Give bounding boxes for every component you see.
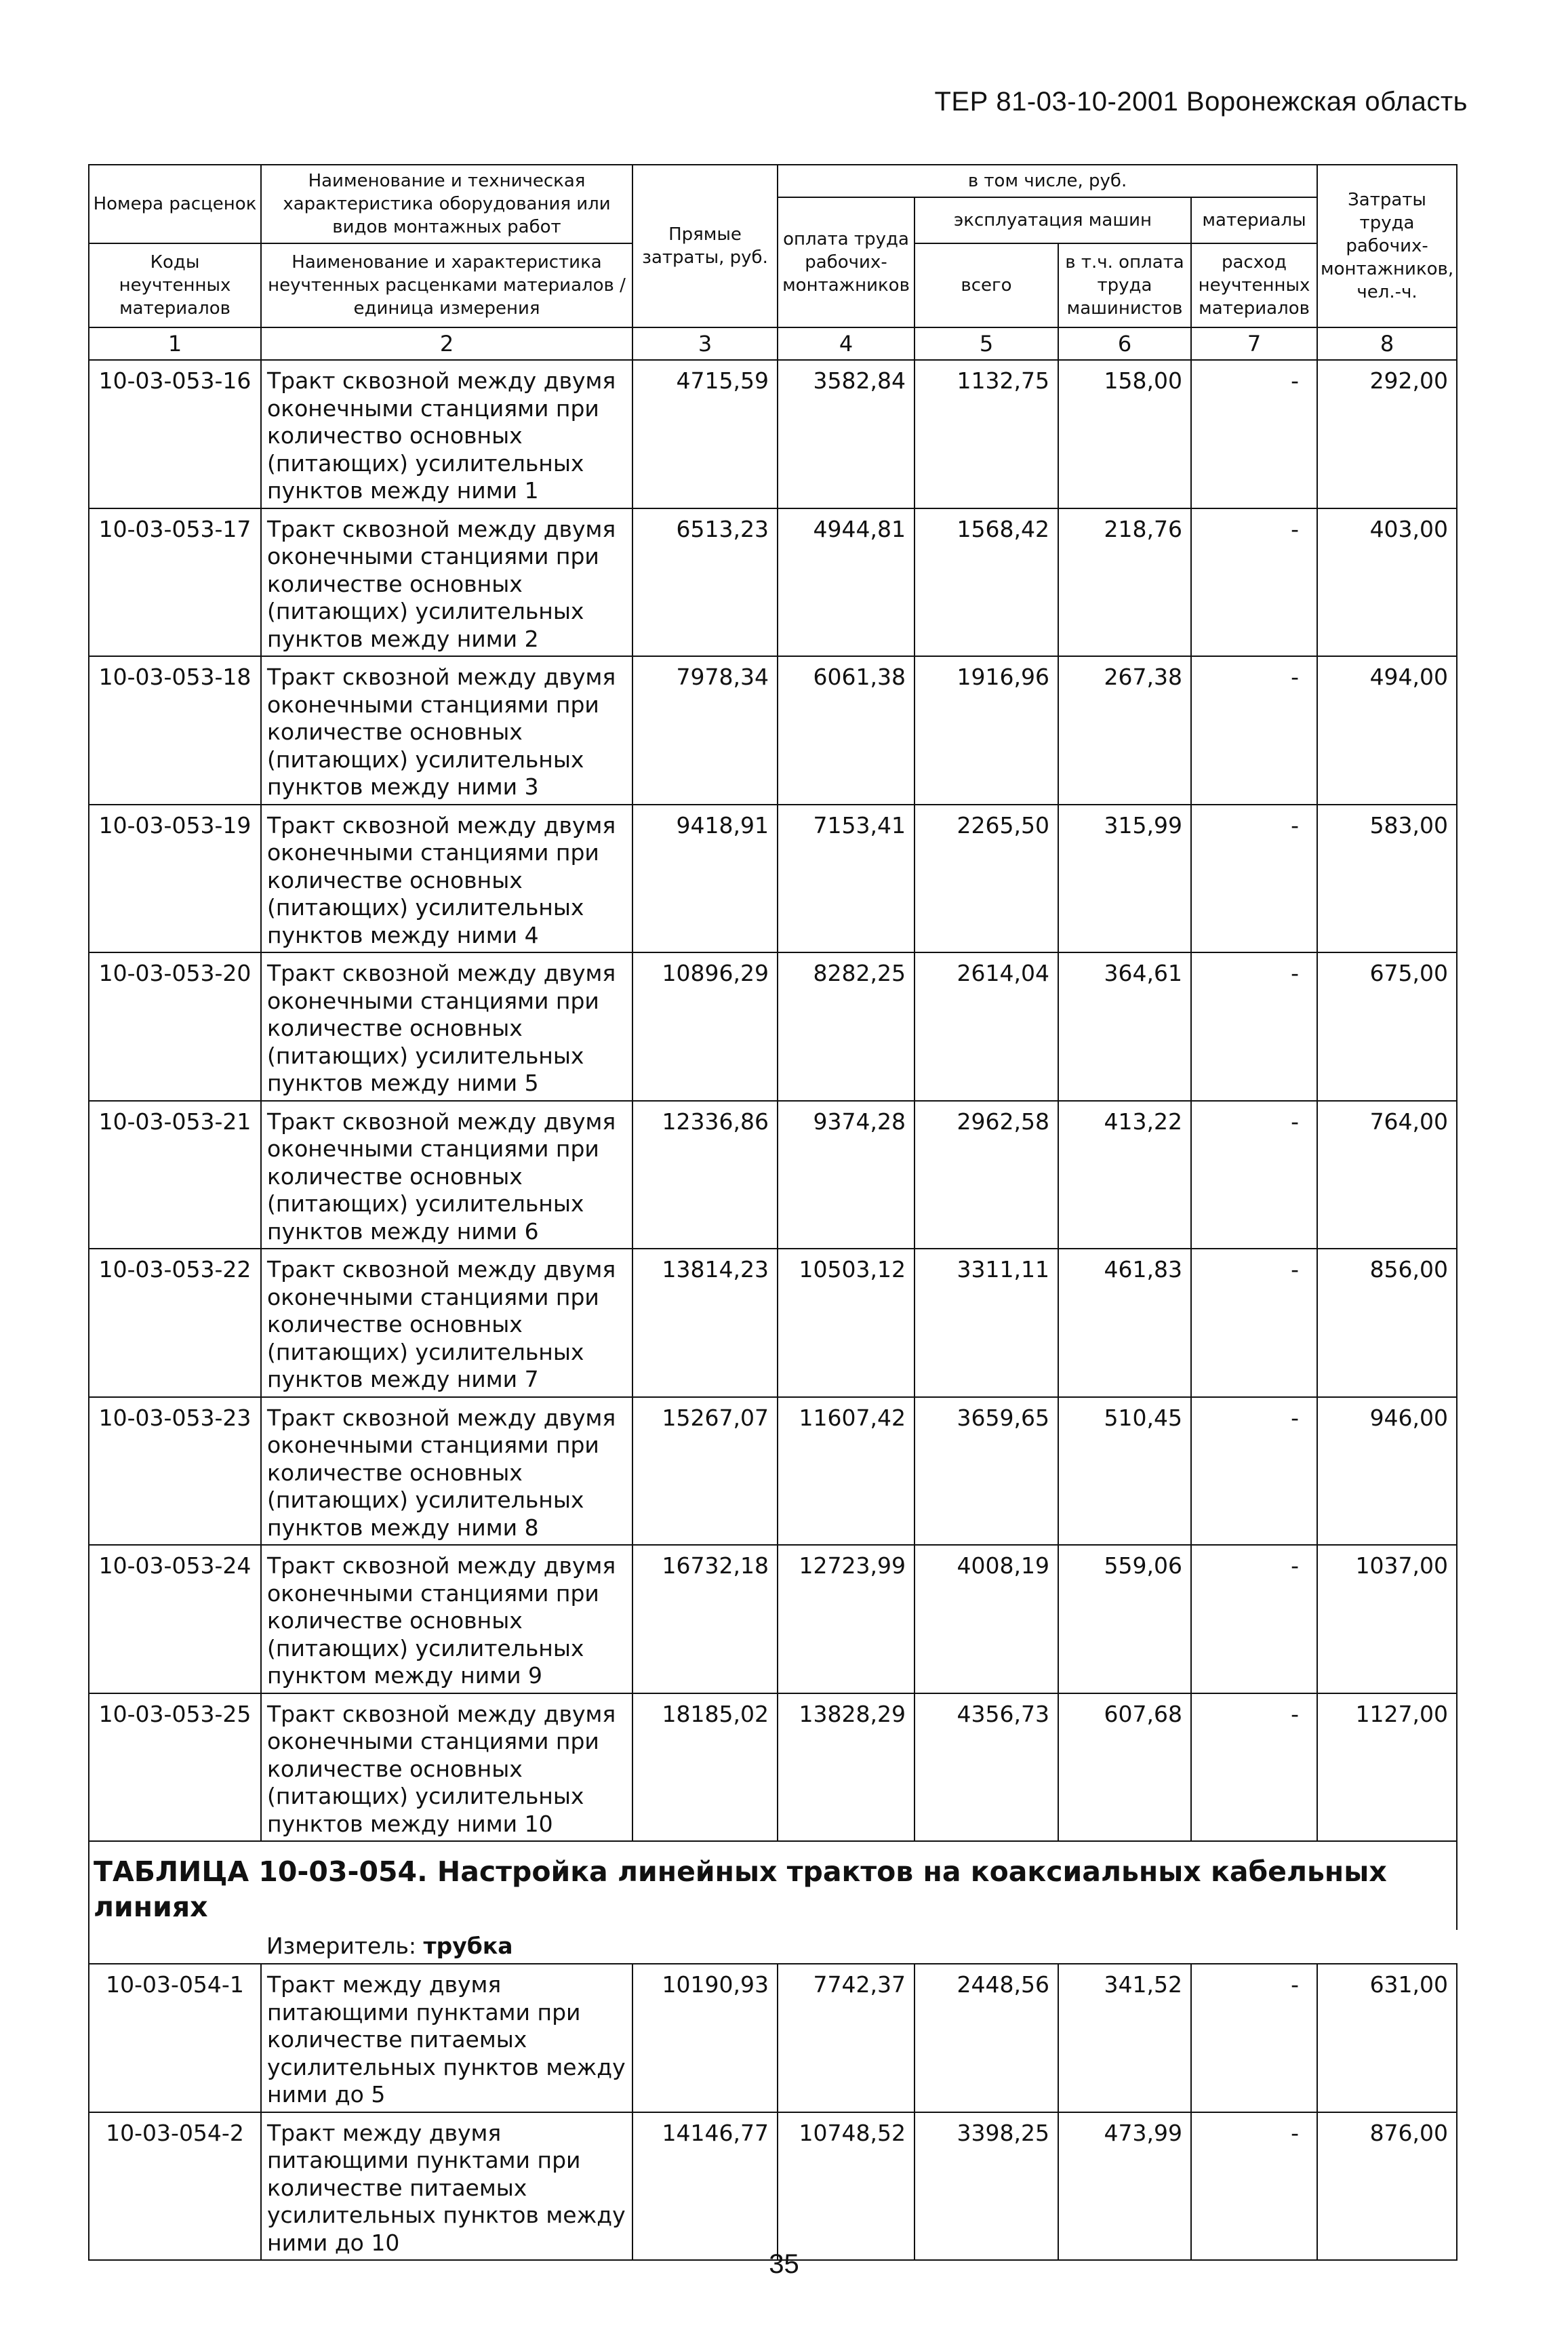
header-materials: материалы <box>1191 197 1317 243</box>
machinist-pay-value: 158,00 <box>1058 360 1191 508</box>
header-material-consumption: расход неучтенных материалов <box>1191 243 1317 327</box>
machinist-pay-value: 473,99 <box>1058 2112 1191 2261</box>
machinist-pay-value: 559,06 <box>1058 1545 1191 1693</box>
machinist-pay-value: 461,83 <box>1058 1249 1191 1397</box>
rate-code: 10-03-053-22 <box>89 1249 261 1397</box>
column-number: 4 <box>778 327 914 360</box>
header-material-codes: Коды неучтенных материалов <box>89 243 261 327</box>
machines-total-value: 2265,50 <box>914 805 1058 953</box>
table-row <box>89 1545 1457 1693</box>
rate-code: 10-03-053-23 <box>89 1397 261 1546</box>
direct-costs-value: 14146,77 <box>632 2112 778 2261</box>
unit-spacer <box>89 1930 261 1964</box>
worker-pay-value: 6061,38 <box>778 656 914 805</box>
unit-line <box>261 1930 1457 1964</box>
header-machinist-pay: в т.ч. оплата труда машинистов <box>1058 243 1191 327</box>
header-worker-pay: оплата труда рабочих-монтажников <box>778 197 914 327</box>
table-row <box>89 360 1457 508</box>
column-number: 1 <box>89 327 261 360</box>
direct-costs-value: 13814,23 <box>632 1249 778 1397</box>
worker-pay-value: 12723,99 <box>778 1545 914 1693</box>
work-name: Тракт сквозной между двумя оконечными станциями при количестве основных (питающих) усилительных пунктом между ними 9 <box>261 1545 632 1693</box>
rate-code: 10-03-054-2 <box>89 2112 261 2261</box>
rate-code: 10-03-053-20 <box>89 952 261 1101</box>
direct-costs-value: 16732,18 <box>632 1545 778 1693</box>
work-name: Тракт сквозной между двумя оконечными станциями при количестве основных (питающих) усилительных пунктов между ними 2 <box>261 508 632 657</box>
rate-code: 10-03-053-25 <box>89 1693 261 1842</box>
machines-total-value: 4356,73 <box>914 1693 1058 1842</box>
machinist-pay-value: 315,99 <box>1058 805 1191 953</box>
worker-pay-value: 3582,84 <box>778 360 914 508</box>
worker-pay-value: 13828,29 <box>778 1693 914 1842</box>
work-name: Тракт сквозной между двумя оконечными станциями при количество основных (питающих) усилительных пунктов между ними 1 <box>261 360 632 508</box>
materials-value: - <box>1191 508 1317 657</box>
column-number: 6 <box>1058 327 1191 360</box>
machines-total-value: 3311,11 <box>914 1249 1058 1397</box>
table-row <box>89 656 1457 805</box>
direct-costs-value: 9418,91 <box>632 805 778 953</box>
materials-value: - <box>1191 1964 1317 2112</box>
machines-total-value: 3398,25 <box>914 2112 1058 2261</box>
machinist-pay-value: 413,22 <box>1058 1101 1191 1249</box>
labor-hours-value: 764,00 <box>1317 1101 1457 1249</box>
machines-total-value: 1916,96 <box>914 656 1058 805</box>
rate-code: 10-03-053-18 <box>89 656 261 805</box>
labor-hours-value: 876,00 <box>1317 2112 1457 2261</box>
machines-total-value: 2448,56 <box>914 1964 1058 2112</box>
materials-value: - <box>1191 1545 1317 1693</box>
materials-value: - <box>1191 1693 1317 1842</box>
work-name: Тракт сквозной между двумя оконечными станциями при количестве основных (питающих) усилительных пунктов между ними 5 <box>261 952 632 1101</box>
labor-hours-value: 494,00 <box>1317 656 1457 805</box>
direct-costs-value: 15267,07 <box>632 1397 778 1546</box>
machinist-pay-value: 364,61 <box>1058 952 1191 1101</box>
machines-total-value: 2614,04 <box>914 952 1058 1101</box>
work-name: Тракт сквозной между двумя оконечными станциями при количестве основных (питающих) усилительных пунктов между ними 8 <box>261 1397 632 1546</box>
header-labor-hours: Затраты труда рабочих-монтажников, чел.-ч. <box>1317 165 1457 327</box>
table-row <box>89 508 1457 657</box>
worker-pay-value: 7153,41 <box>778 805 914 953</box>
work-name: Тракт между двумя питающими пунктами при количестве питаемых усилительных пунктов между ними до 10 <box>261 2112 632 2261</box>
table-row <box>89 805 1457 953</box>
table-row <box>89 1397 1457 1546</box>
worker-pay-value: 10503,12 <box>778 1249 914 1397</box>
rate-code: 10-03-053-16 <box>89 360 261 508</box>
column-number: 3 <box>632 327 778 360</box>
work-name: Тракт сквозной между двумя оконечными станциями при количестве основных (питающих) усилительных пунктов между ними 6 <box>261 1101 632 1249</box>
header-rate-numbers: Номера расценок <box>89 165 261 243</box>
direct-costs-value: 10896,29 <box>632 952 778 1101</box>
labor-hours-value: 583,00 <box>1317 805 1457 953</box>
rates-table <box>88 164 1458 2261</box>
rate-code: 10-03-054-1 <box>89 1964 261 2112</box>
work-name: Тракт сквозной между двумя оконечными станциями при количестве основных (питающих) усилительных пунктов между ними 7 <box>261 1249 632 1397</box>
machines-total-value: 2962,58 <box>914 1101 1058 1249</box>
worker-pay-value: 7742,37 <box>778 1964 914 2112</box>
materials-value: - <box>1191 1397 1317 1546</box>
materials-value: - <box>1191 805 1317 953</box>
column-number: 8 <box>1317 327 1457 360</box>
table-row <box>89 952 1457 1101</box>
worker-pay-value: 8282,25 <box>778 952 914 1101</box>
machinist-pay-value: 607,68 <box>1058 1693 1191 1842</box>
header-machines-total: всего <box>914 243 1058 327</box>
direct-costs-value: 10190,93 <box>632 1964 778 2112</box>
labor-hours-value: 946,00 <box>1317 1397 1457 1546</box>
column-number: 7 <box>1191 327 1317 360</box>
worker-pay-value: 9374,28 <box>778 1101 914 1249</box>
unit-value: трубка <box>423 1933 513 1959</box>
machines-total-value: 4008,19 <box>914 1545 1058 1693</box>
machinist-pay-value: 218,76 <box>1058 508 1191 657</box>
materials-value: - <box>1191 656 1317 805</box>
work-name: Тракт сквозной между двумя оконечными станциями при количестве основных (питающих) усилительных пунктов между ними 10 <box>261 1693 632 1842</box>
direct-costs-value: 7978,34 <box>632 656 778 805</box>
materials-value: - <box>1191 2112 1317 2261</box>
rate-code: 10-03-053-21 <box>89 1101 261 1249</box>
labor-hours-value: 631,00 <box>1317 1964 1457 2112</box>
direct-costs-value: 6513,23 <box>632 508 778 657</box>
materials-value: - <box>1191 360 1317 508</box>
table-row <box>89 1101 1457 1249</box>
document-header: ТЕР 81-03-10-2001 Воронежская область <box>934 87 1468 117</box>
rate-code: 10-03-053-17 <box>89 508 261 657</box>
machines-total-value: 1568,42 <box>914 508 1058 657</box>
page-number: 35 <box>769 2249 799 2279</box>
header-including: в том числе, руб. <box>778 165 1317 197</box>
column-numbers-row <box>89 327 1457 360</box>
labor-hours-value: 1127,00 <box>1317 1693 1457 1842</box>
materials-value: - <box>1191 1101 1317 1249</box>
header-material-description: Наименование и характеристика неучтенных расценками материалов / единица измерения <box>261 243 632 327</box>
machines-total-value: 3659,65 <box>914 1397 1058 1546</box>
worker-pay-value: 10748,52 <box>778 2112 914 2261</box>
rate-code: 10-03-053-24 <box>89 1545 261 1693</box>
materials-value: - <box>1191 952 1317 1101</box>
machinist-pay-value: 341,52 <box>1058 1964 1191 2112</box>
labor-hours-value: 675,00 <box>1317 952 1457 1101</box>
column-number: 2 <box>261 327 632 360</box>
table-054-title: ТАБЛИЦА 10-03-054. Настройка линейных трактов на коаксиальных кабельных линиях <box>89 1841 1457 1930</box>
direct-costs-value: 18185,02 <box>632 1693 778 1842</box>
table-row <box>89 1964 1457 2112</box>
table-row <box>89 2112 1457 2261</box>
materials-value: - <box>1191 1249 1317 1397</box>
worker-pay-value: 4944,81 <box>778 508 914 657</box>
machines-total-value: 1132,75 <box>914 360 1058 508</box>
labor-hours-value: 292,00 <box>1317 360 1457 508</box>
header-work-description: Наименование и техническая характеристика оборудования или видов монтажных работ <box>261 165 632 243</box>
rate-code: 10-03-053-19 <box>89 805 261 953</box>
column-number: 5 <box>914 327 1058 360</box>
work-name: Тракт между двумя питающими пунктами при количестве питаемых усилительных пунктов между ними до 5 <box>261 1964 632 2112</box>
labor-hours-value: 1037,00 <box>1317 1545 1457 1693</box>
work-name: Тракт сквозной между двумя оконечными станциями при количестве основных (питающих) усилительных пунктов между ними 3 <box>261 656 632 805</box>
labor-hours-value: 856,00 <box>1317 1249 1457 1397</box>
table-row <box>89 1249 1457 1397</box>
worker-pay-value: 11607,42 <box>778 1397 914 1546</box>
machinist-pay-value: 510,45 <box>1058 1397 1191 1546</box>
work-name: Тракт сквозной между двумя оконечными станциями при количестве основных (питающих) усилительных пунктов между ними 4 <box>261 805 632 953</box>
header-machine-operation: эксплуатация машин <box>914 197 1191 243</box>
unit-label: Измеритель: <box>266 1933 417 1959</box>
direct-costs-value: 12336,86 <box>632 1101 778 1249</box>
machinist-pay-value: 267,38 <box>1058 656 1191 805</box>
table-row <box>89 1693 1457 1842</box>
labor-hours-value: 403,00 <box>1317 508 1457 657</box>
header-direct-costs: Прямые затраты, руб. <box>632 165 778 327</box>
direct-costs-value: 4715,59 <box>632 360 778 508</box>
